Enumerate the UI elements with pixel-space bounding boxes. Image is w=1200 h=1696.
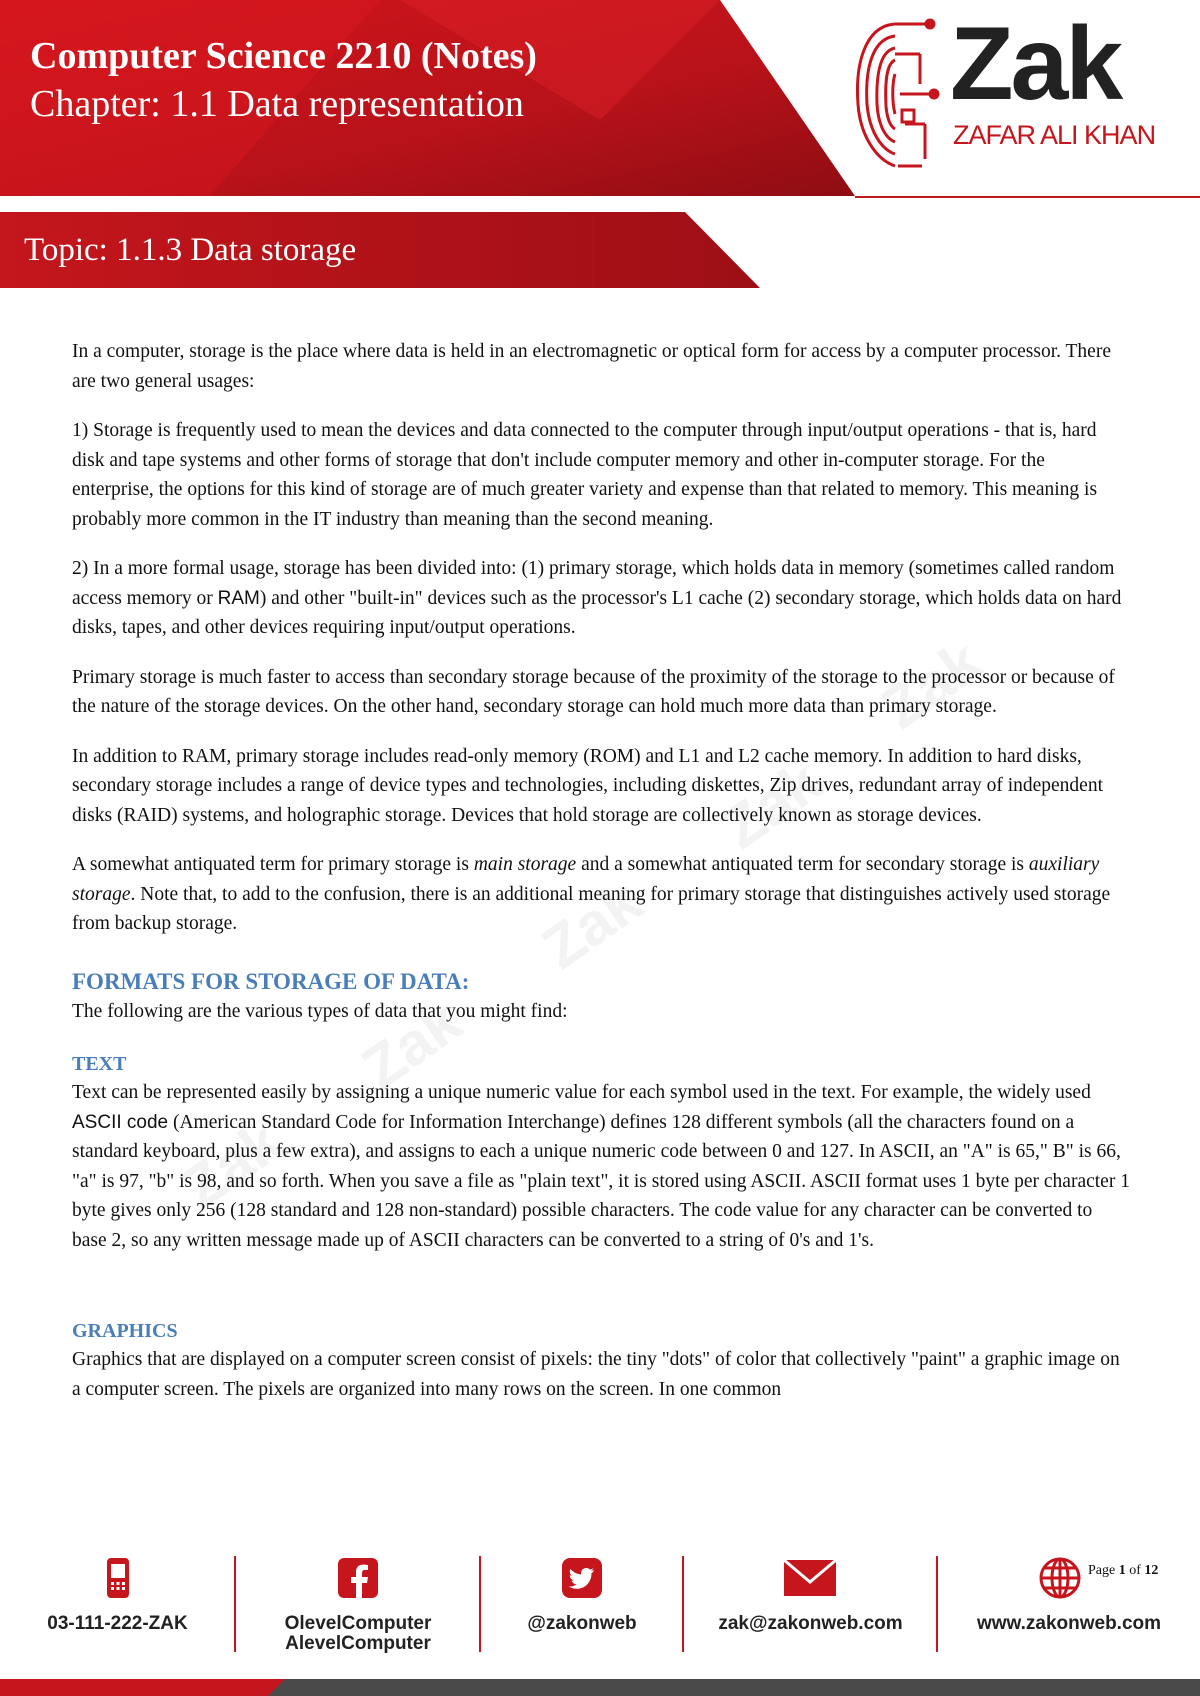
- paragraph: Graphics that are displayed on a computer screen consist of pixels: the tiny "dots" of color that collectively "paint" a graphic image on a computer screen. The pixels are organized into many rows on the screen. In one common: [72, 1349, 1120, 1400]
- paragraph: 2) In a more formal usage, storage has been divided into: (1) primary storage, which holds data in memory (sometimes called random access memory or RAM) and other "built-in" devices such as the processor's L1 cache (2) secondary storage, which holds data on hard disks, tapes, and other devices requiring input/output operations.: [72, 558, 1122, 638]
- subsection-heading-graphics: GRAPHICS: [72, 1320, 178, 1342]
- paragraph: Text can be represented easily by assigning a unique numeric value for each symbol used in the text. For example, the widely used ASCII code (American Standard Code for Information Interchange) defines 128 different symbols (all the characters found on a standard keyboard, plus a few extra), and assigns to each a unique numeric code between 0 and 127. In ASCII, an "A" is 65," B" is 66, "a" is 97, "b" is 98, and so forth. When you save a file as "plain text", it is stored using ASCII. ASCII format uses 1 byte per character 1 byte gives only 256 (128 standard and 128 non-standard) possible characters. The code value for any character can be converted to base 2, so any written message made up of ASCII characters can be converted to a string of 0's and 1's.: [72, 1082, 1130, 1251]
- document-body: [72, 337, 1130, 1404]
- globe-icon: [1038, 1556, 1082, 1600]
- chapter-title: Chapter: 1.1 Data representation: [30, 83, 524, 125]
- paragraph: 1) Storage is frequently used to mean the devices and data connected to the computer through input/output operations - that is, hard disk and tape systems and other forms of storage that don't include computer memory and other in-computer storage. For the enterprise, the options for this kind of storage are of much greater variety and expense than that related to memory. This meaning is probably more common in the IT industry than meaning than the second meaning.: [72, 420, 1098, 530]
- zak-logo: [850, 6, 1180, 174]
- page-footer: [0, 1548, 1200, 1696]
- email-icon: [782, 1556, 838, 1600]
- phone-icon: [98, 1556, 138, 1602]
- footer-twitter[interactable]: [481, 1548, 683, 1658]
- footer-website[interactable]: [938, 1548, 1200, 1658]
- footer-facebook[interactable]: [236, 1548, 480, 1658]
- phone-number: 03-111-222-ZAK: [47, 1613, 188, 1634]
- zak-watermark: Zak: [350, 987, 474, 1102]
- subsection-heading-text: TEXT: [72, 1053, 127, 1075]
- paragraph: In addition to RAM, primary storage includes read-only memory (ROM) and L1 and L2 cache memory. In addition to hard disks, secondary storage includes a range of device types and technologies, including diskettes, Zip drives, redundant array of independent disks (RAID) systems, and holographic storage. Devices that hold storage are collectively known as storage devices.: [72, 745, 1103, 826]
- paragraph: A somewhat antiquated term for primary storage is main storage and a somewhat antiquated term for secondary storage is auxiliary storage. Note that, to add to the confusion, there is an additional meaning for primary storage that distinguishes actively used storage from backup storage.: [72, 854, 1111, 934]
- paragraph: Primary storage is much faster to access than secondary storage because of the proximity of the storage to the processor or because of the nature of the storage devices. On the other hand, secondary storage can hold much more data than primary storage.: [72, 666, 1115, 717]
- footer-bar: [0, 1679, 1200, 1696]
- fingerprint-circuit-icon: [850, 14, 940, 174]
- zak-watermark: Zak: [710, 747, 834, 862]
- section-heading: FORMATS FOR STORAGE OF DATA:: [72, 968, 470, 994]
- footer-phone[interactable]: [0, 1548, 235, 1658]
- logo-subtitle: ZAFAR ALI KHAN: [953, 120, 1156, 150]
- paragraph: The following are the various types of data that you might find:: [72, 1000, 568, 1022]
- footer-email[interactable]: [684, 1548, 937, 1658]
- website-url: www.zakonweb.com: [976, 1613, 1162, 1634]
- facebook-page-1: OlevelComputer: [284, 1613, 432, 1634]
- facebook-icon: [336, 1556, 380, 1600]
- document-title: Computer Science 2210 (Notes): [30, 35, 537, 77]
- page-number: Page 1 of 12: [1088, 1563, 1159, 1578]
- email-address: zak@zakonweb.com: [718, 1613, 903, 1634]
- twitter-icon: [560, 1556, 604, 1600]
- twitter-handle: @zakonweb: [527, 1613, 637, 1634]
- paragraph: In a computer, storage is the place where data is held in an electromagnetic or optical form for access by a computer processor. There are two general usages:: [72, 341, 1111, 392]
- logo-wordmark: Zak: [950, 6, 1121, 122]
- auxiliary-storage-term: auxiliary storage: [72, 854, 1100, 905]
- zak-watermark: Zak: [870, 627, 994, 742]
- topic-title: Topic: 1.1.3 Data storage: [24, 232, 357, 268]
- zak-watermark: Zak: [530, 867, 654, 982]
- main-storage-term: main storage: [473, 854, 577, 875]
- facebook-page-2: AlevelComputer: [285, 1633, 431, 1654]
- ram-term: RAM: [217, 587, 260, 609]
- ascii-code-term: ASCII code: [72, 1111, 169, 1133]
- zak-watermark: Zak: [170, 1107, 294, 1222]
